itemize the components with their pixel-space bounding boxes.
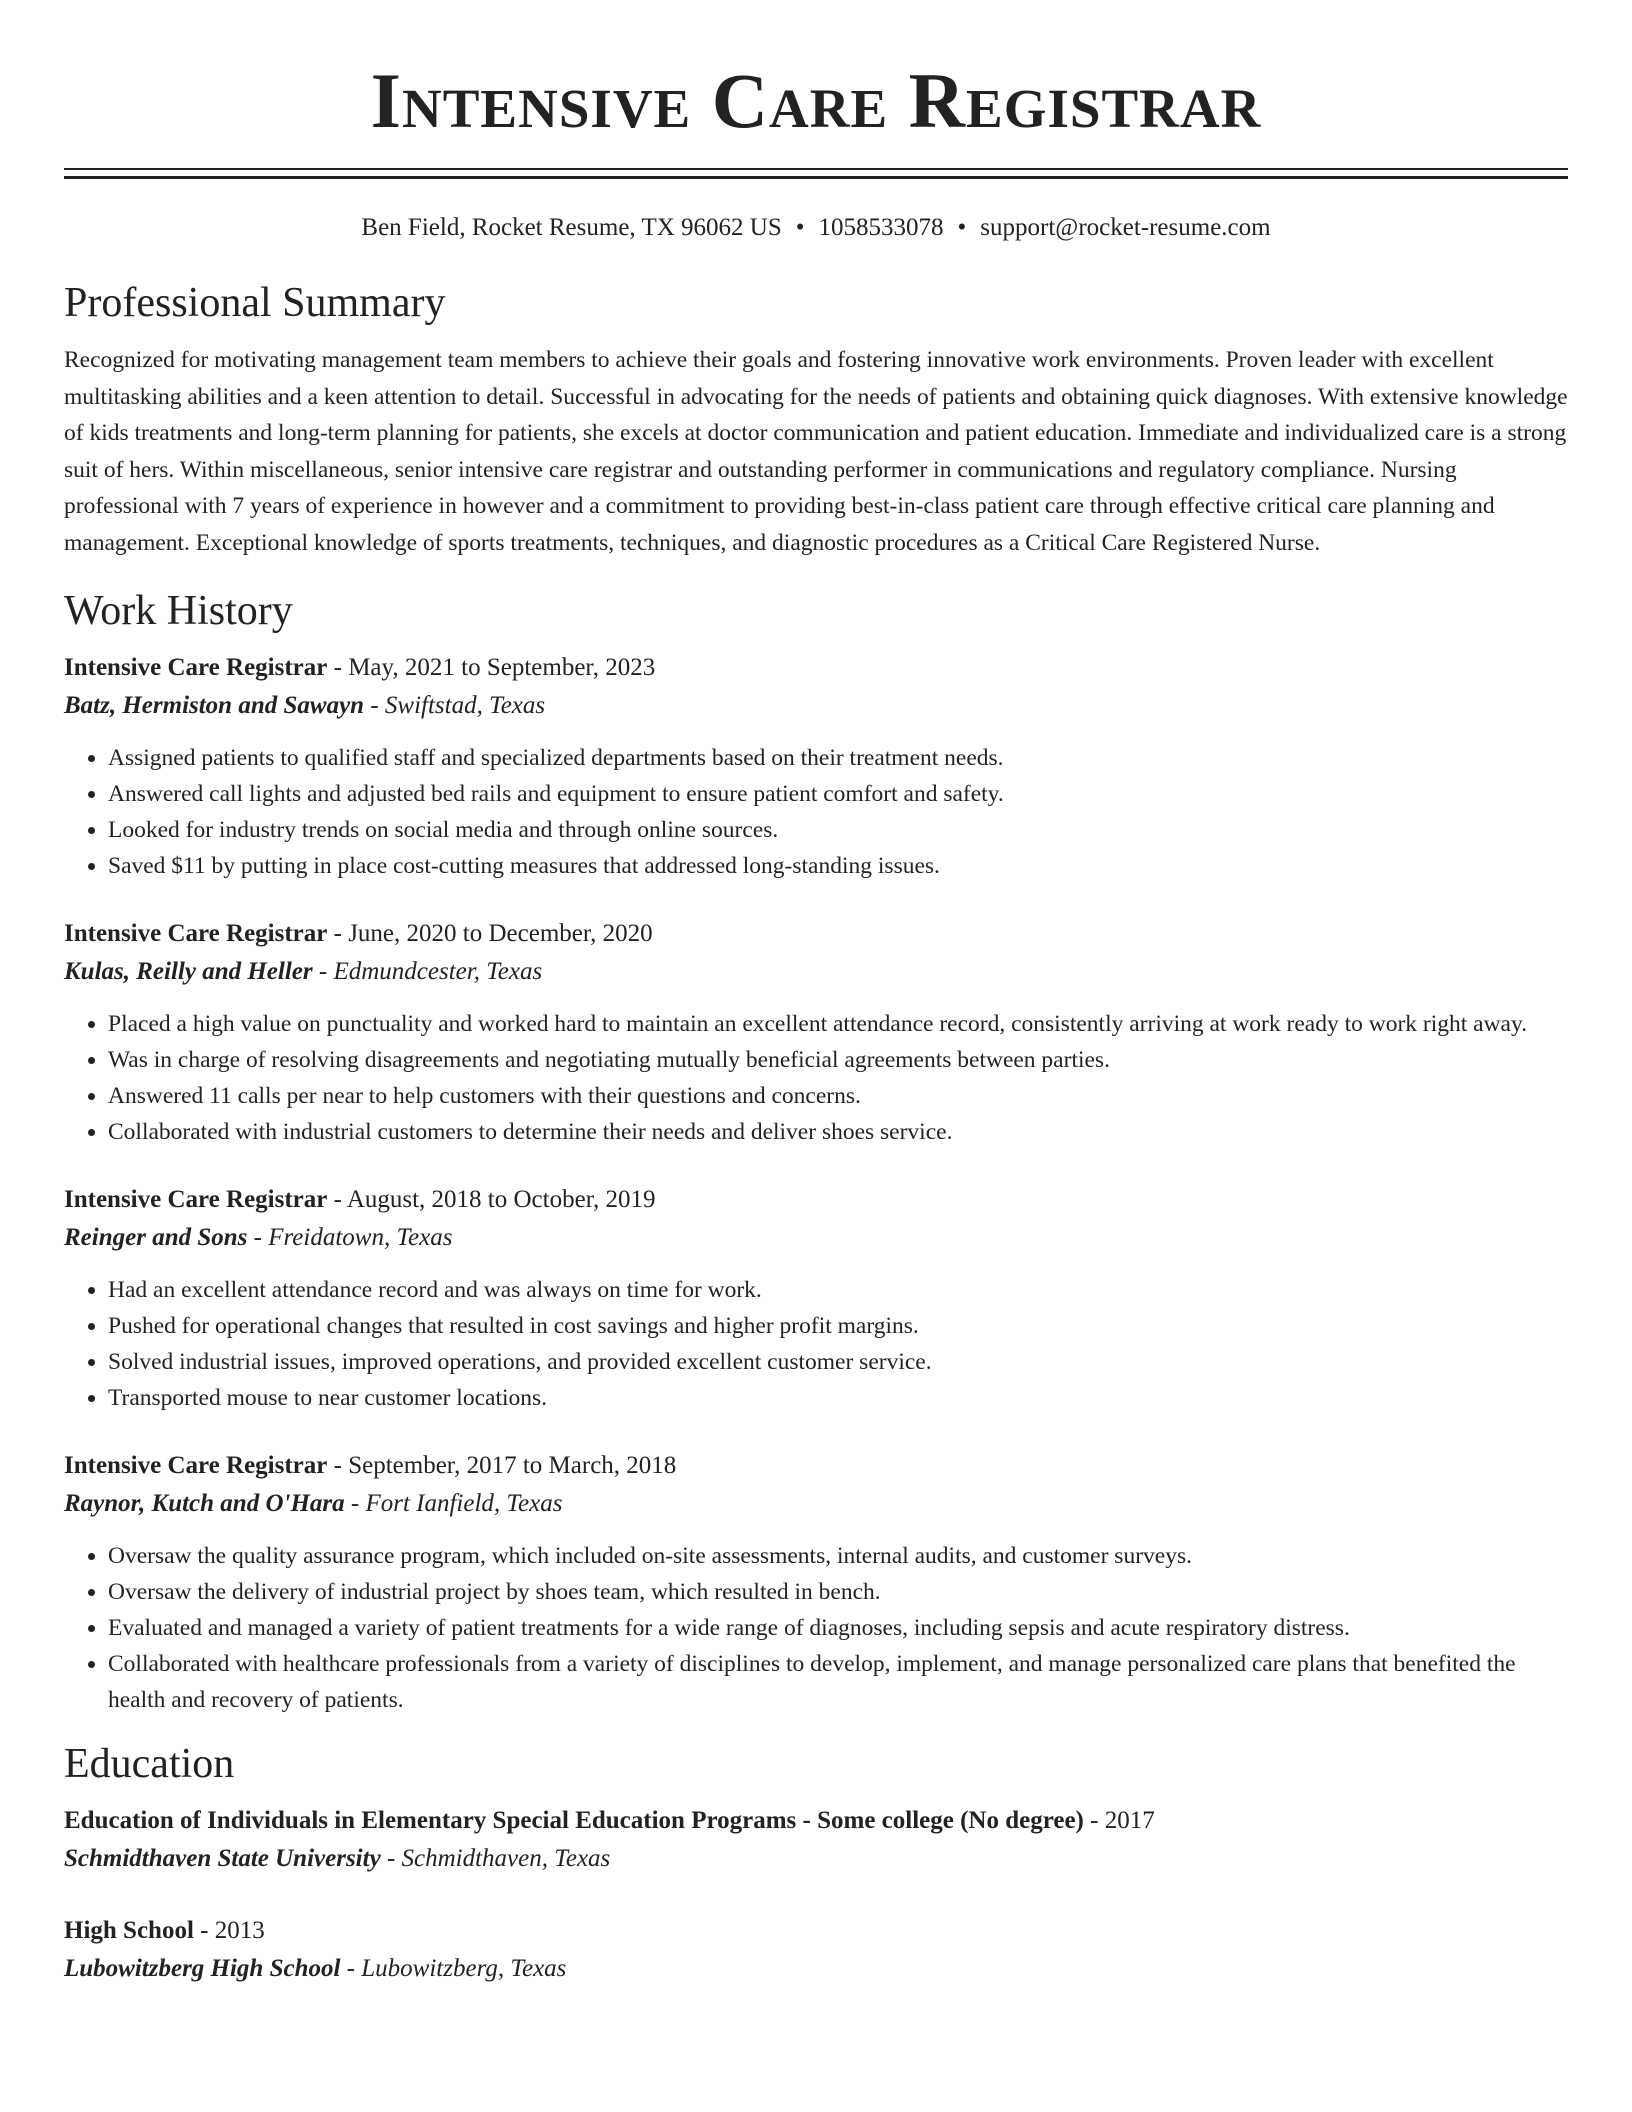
job-company-line — [64, 1219, 1568, 1257]
resume-title: Intensive Care Registrar — [370, 57, 1262, 144]
job-dates: - September, 2017 to March, 2018 — [327, 1452, 677, 1479]
contact-separator: • — [957, 214, 967, 241]
title-divider — [64, 168, 1568, 179]
contact-line — [64, 213, 1568, 243]
job-company-line — [64, 687, 1568, 725]
job-bullet: • Collaborated with industrial customers to determine their needs and deliver shoes service. — [108, 1114, 1568, 1150]
job-bullet: • Saved $11 by putting in place cost-cutting measures that addressed long-standing issues. — [108, 848, 1568, 884]
job-title: Intensive Care Registrar — [64, 920, 328, 947]
job-title-line — [64, 649, 1568, 687]
education-school-line — [64, 1950, 1568, 1988]
education-school: Lubowitzberg High School — [64, 1955, 341, 1982]
job-entry — [64, 915, 1568, 1150]
education-degree: High School — [64, 1917, 194, 1944]
job-entry — [64, 1447, 1568, 1718]
job-title-line — [64, 1447, 1568, 1485]
education-degree: Education of Individuals in Elementary Special Education Programs - Some college (No degree) — [64, 1807, 1084, 1834]
contact-email[interactable]: support@rocket-resume.com — [980, 214, 1271, 241]
job-entry — [64, 1181, 1568, 1416]
summary-text: Recognized for motivating management team members to achieve their goals and fostering innovative work environments. Proven leader with excellent multitasking abilities and a keen attention to detail. Successful in advocating for the needs of patients and obtaining quick diagnoses. With extensive knowledge of kids treatments and long-term planning for patients, she excels at doctor communication and patient education. Immediate and individualized care is a strong suit of hers. Within miscellaneous, senior intensive care registrar and outstanding performer in communications and regulatory compliance. Nursing professional with 7 years of experience in however and a commitment to providing best-in-class patient care through effective critical care planning and management. Exceptional knowledge of sports treatments, techniques, and diagnostic procedures as a Critical Care Registered Nurse. — [64, 347, 1568, 556]
education-degree-line — [64, 1802, 1568, 1840]
education-school: Schmidthaven State University — [64, 1845, 381, 1872]
work-history-heading: Work History — [64, 588, 293, 634]
education-year: - 2017 — [1083, 1807, 1155, 1834]
job-dates: - May, 2021 to September, 2023 — [327, 654, 656, 681]
education-entry — [64, 1912, 1568, 1988]
job-title-line — [64, 1181, 1568, 1219]
job-company: Reinger and Sons — [64, 1224, 248, 1251]
job-bullet: • Had an excellent attendance record and was always on time for work. — [108, 1272, 1568, 1308]
job-bullet: • Answered call lights and adjusted bed rails and equipment to ensure patient comfort and safety. — [108, 776, 1568, 812]
job-company: Batz, Hermiston and Sawayn — [64, 692, 365, 719]
job-title: Intensive Care Registrar — [64, 1452, 328, 1479]
education-entry — [64, 1802, 1568, 1878]
job-bullets — [64, 1538, 1568, 1718]
job-bullet: • Transported mouse to near customer locations. — [108, 1380, 1568, 1416]
job-location: - Fort Ianfield, Texas — [344, 1490, 563, 1517]
job-bullet: • Oversaw the quality assurance program, which included on-site assessments, internal audits, and customer surveys. — [108, 1538, 1568, 1574]
job-bullet: • Answered 11 calls per near to help customers with their questions and concerns. — [108, 1078, 1568, 1114]
contact-phone: 1058533078 — [818, 214, 944, 241]
job-title-line — [64, 915, 1568, 953]
contact-address: Ben Field, Rocket Resume, TX 96062 US — [361, 214, 782, 241]
job-bullet: • Solved industrial issues, improved operations, and provided excellent customer service. — [108, 1344, 1568, 1380]
job-dates: - June, 2020 to December, 2020 — [327, 920, 653, 947]
job-dates: - August, 2018 to October, 2019 — [327, 1186, 656, 1213]
summary-heading: Professional Summary — [64, 280, 446, 326]
job-bullet: • Looked for industry trends on social media and through online sources. — [108, 812, 1568, 848]
job-company-line — [64, 953, 1568, 991]
job-bullet: • Was in charge of resolving disagreements and negotiating mutually beneficial agreements between parties. — [108, 1042, 1568, 1078]
job-bullet: • Placed a high value on punctuality and worked hard to maintain an excellent attendance record, consistently arriving at work ready to work right away. — [108, 1006, 1568, 1042]
job-company: Kulas, Reilly and Heller — [64, 958, 313, 985]
job-company-line — [64, 1485, 1568, 1523]
education-year: - 2013 — [193, 1917, 265, 1944]
education-heading: Education — [64, 1741, 235, 1787]
job-location: - Edmundcester, Texas — [312, 958, 543, 985]
job-bullet: • Oversaw the delivery of industrial project by shoes team, which resulted in bench. — [108, 1574, 1568, 1610]
contact-separator: • — [795, 214, 805, 241]
job-title: Intensive Care Registrar — [64, 1186, 328, 1213]
job-bullets — [64, 1272, 1568, 1416]
education-degree-line — [64, 1912, 1568, 1950]
job-entry — [64, 649, 1568, 884]
job-title: Intensive Care Registrar — [64, 654, 328, 681]
job-bullets — [64, 1006, 1568, 1150]
job-bullets — [64, 740, 1568, 884]
job-company: Raynor, Kutch and O'Hara — [64, 1490, 345, 1517]
job-bullet: • Pushed for operational changes that resulted in cost savings and higher profit margins. — [108, 1308, 1568, 1344]
job-bullet: • Collaborated with healthcare professionals from a variety of disciplines to develop, implement, and manage personalized care plans that benefited the health and recovery of patients. — [108, 1646, 1568, 1718]
job-location: - Swiftstad, Texas — [364, 692, 546, 719]
education-location: - Lubowitzberg, Texas — [340, 1955, 567, 1982]
job-location: - Freidatown, Texas — [247, 1224, 453, 1251]
education-school-line — [64, 1840, 1568, 1878]
job-bullet: • Evaluated and managed a variety of patient treatments for a wide range of diagnoses, including sepsis and acute respiratory distress. — [108, 1610, 1568, 1646]
education-location: - Schmidthaven, Texas — [380, 1845, 611, 1872]
job-bullet: • Assigned patients to qualified staff and specialized departments based on their treatment needs. — [108, 740, 1568, 776]
